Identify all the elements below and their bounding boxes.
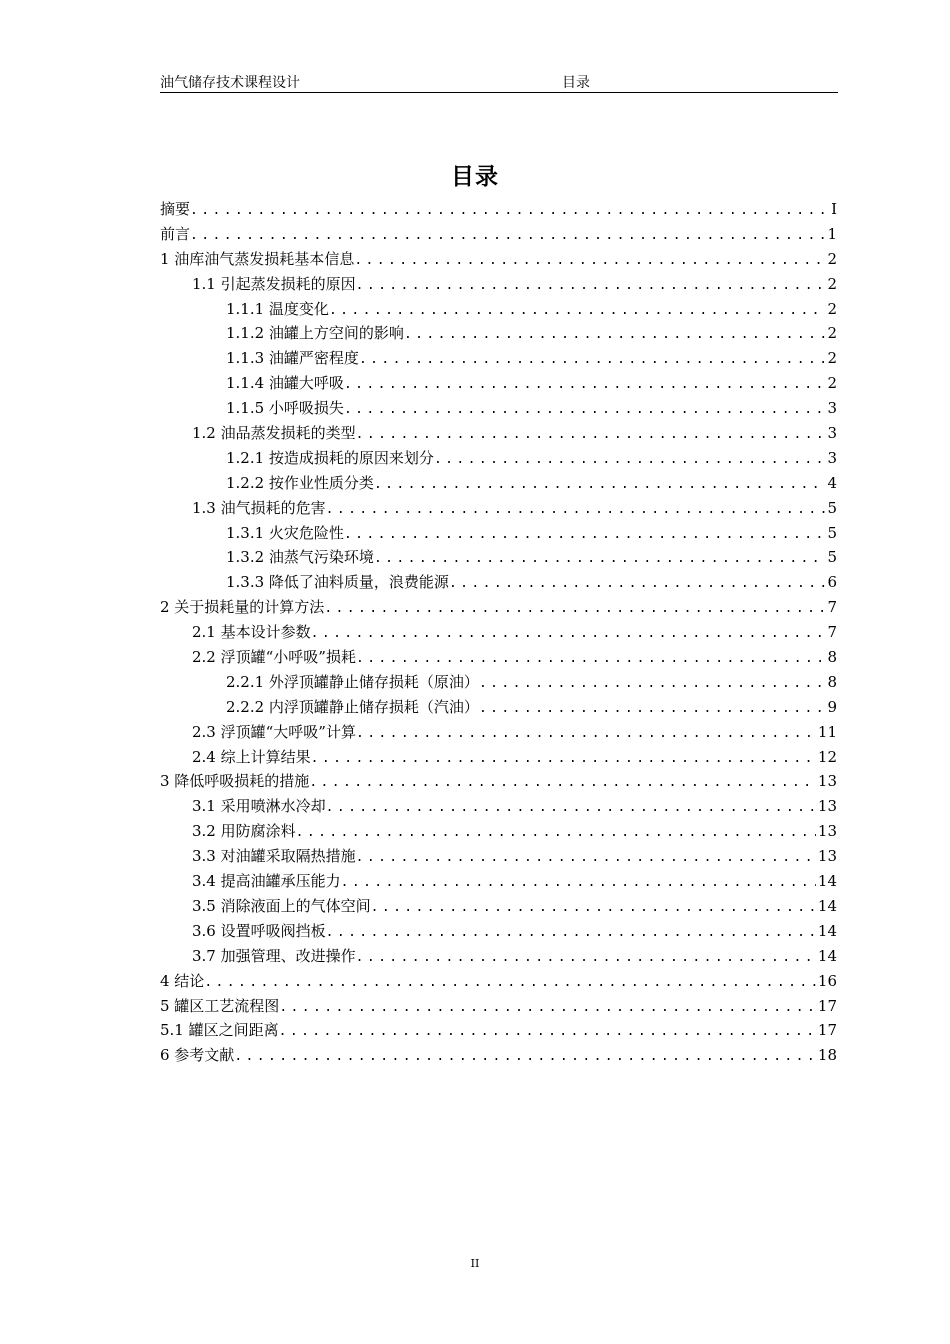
toc-entry-page: 14 [817,872,837,891]
toc-entry-page: 8 [827,648,837,667]
toc-entry-page: 17 [817,1021,837,1040]
toc-entry[interactable] [160,745,837,770]
toc-leader-dots [356,274,826,299]
toc-entry-label: 5.1 罐区之间距离 [160,1021,279,1040]
toc-entry[interactable] [160,620,837,645]
toc-entry-label: 3.4 提高油罐承压能力 [192,872,341,891]
toc-entry-page: 13 [817,797,837,816]
toc-entry-page: 2 [827,374,837,393]
page-header [160,72,838,93]
toc-entry-page: 3 [827,448,837,467]
toc-leader-dots [374,547,826,572]
toc-entry-page: 2 [827,324,837,343]
toc-entry[interactable] [160,496,837,521]
toc-entry-label: 1.3.3 降低了油料质量，浪费能源 [226,573,449,592]
toc-entry-label: 1.2.2 按作业性质分类 [226,473,374,492]
toc-entry[interactable] [160,247,837,272]
toc-leader-dots [374,473,826,498]
toc-entry-page: 2 [827,274,837,293]
toc-leader-dots [279,1020,816,1045]
toc-entry-label: 4 结论 [160,971,205,990]
toc-entry[interactable] [160,969,837,994]
toc-entry-label: 2 关于损耗量的计算方法 [160,598,325,617]
toc-entry-page: 5 [827,498,837,517]
toc-entry-label: 5 罐区工艺流程图 [160,996,280,1015]
toc-entry-page: 2 [827,349,837,368]
toc-entry[interactable] [160,670,837,695]
toc-entry-page: 7 [827,623,837,642]
toc-entry-label: 1.1.3 油罐严密程度 [226,349,359,368]
toc-entry-page: 2 [827,249,837,268]
toc-entry[interactable] [160,371,837,396]
toc-entry-page: 8 [827,672,837,691]
toc-entry-label: 3.1 采用喷淋水冷却 [192,797,326,816]
toc-entry-label: 2.2.2 内浮顶罐静止储存损耗（汽油） [226,697,479,716]
toc-leader-dots [204,971,816,996]
toc-entry-page: 13 [817,847,837,866]
toc-entry[interactable] [160,844,837,869]
toc-entry[interactable] [160,1043,837,1068]
toc-entry[interactable] [160,1018,837,1043]
toc-entry-page: 12 [817,747,837,766]
toc-leader-dots [324,597,825,622]
toc-entry[interactable] [160,570,837,595]
toc-entry-page: 16 [817,971,837,990]
toc-entry-label: 1.3 油气损耗的危害 [192,498,326,517]
toc-entry-page: 11 [817,722,837,741]
toc-entry-page: 13 [817,822,837,841]
toc-entry[interactable] [160,396,837,421]
toc-leader-dots [479,697,826,722]
toc-leader-dots [279,996,816,1021]
header-course-title: 油气储存技术课程设计 [160,75,300,91]
toc-entry-label: 3.6 设置呼吸阀挡板 [192,921,326,940]
page-number: II [470,1257,480,1270]
page-title: 目录 [451,164,499,190]
toc-entry-label: 3 降低呼吸损耗的措施 [160,772,310,791]
toc-leader-dots [234,1045,816,1070]
toc-entry-label: 1.3.2 油蒸气污染环境 [226,548,374,567]
toc-entry-page: 13 [817,772,837,791]
toc-leader-dots [356,647,825,672]
toc-entry-label: 1 油库油气蒸发损耗基本信息 [160,249,355,268]
toc-leader-dots [371,896,816,921]
toc-entry-label: 2.2.1 外浮顶罐静止储存损耗（原油） [226,672,479,691]
toc-entry[interactable] [160,521,837,546]
toc-leader-dots [404,323,826,348]
table-of-contents [160,197,837,1068]
toc-entry-label: 6 参考文献 [160,1046,235,1065]
toc-leader-dots [449,572,826,597]
toc-entry-page: 4 [827,473,837,492]
toc-entry-label: 2.2 浮顶罐“小呼吸”损耗 [192,648,356,667]
toc-leader-dots [356,722,816,747]
toc-entry-page: 14 [817,921,837,940]
toc-leader-dots [326,796,816,821]
toc-entry[interactable] [160,222,837,247]
toc-entry-label: 1.2 油品蒸发损耗的类型 [192,424,356,443]
toc-entry-page: 14 [817,896,837,915]
toc-entry-label: 3.3 对油罐采取隔热措施 [192,847,356,866]
toc-entry-label: 摘要 [160,200,191,218]
toc-entry-page: 7 [827,598,837,617]
toc-leader-dots [329,299,826,324]
toc-leader-dots [190,199,829,224]
toc-leader-dots [356,846,816,871]
toc-leader-dots [326,921,816,946]
toc-entry[interactable] [160,695,837,720]
toc-entry-page: 17 [817,996,837,1015]
toc-leader-dots [311,622,826,647]
toc-entry-page: 18 [817,1046,837,1065]
toc-entry-label: 2.3 浮顶罐“大呼吸”计算 [192,722,356,741]
toc-leader-dots [344,523,826,548]
toc-leader-dots [356,423,826,448]
toc-entry-page: 3 [827,424,837,443]
toc-entry-page: 1 [827,224,837,243]
toc-leader-dots [356,946,816,971]
toc-leader-dots [359,348,826,373]
toc-entry[interactable] [160,869,837,894]
toc-entry-label: 1.1.4 油罐大呼吸 [226,374,344,393]
toc-entry[interactable] [160,321,837,346]
toc-entry-page: 14 [817,946,837,965]
toc-entry[interactable] [160,595,837,620]
toc-entry-label: 3.7 加强管理、改进操作 [192,946,356,965]
toc-entry[interactable] [160,421,837,446]
toc-leader-dots [341,871,816,896]
toc-entry[interactable] [160,720,837,745]
toc-entry[interactable] [160,894,837,919]
toc-entry[interactable] [160,994,837,1019]
toc-entry[interactable] [160,446,837,471]
toc-leader-dots [434,448,826,473]
toc-leader-dots [296,821,816,846]
toc-entry-label: 1.1.2 油罐上方空间的影响 [226,324,404,343]
toc-entry-label: 2.4 综上计算结果 [192,747,311,766]
toc-leader-dots [309,771,816,796]
toc-entry[interactable] [160,545,837,570]
toc-entry-label: 3.2 用防腐涂料 [192,822,296,841]
toc-entry-page: 2 [827,299,837,318]
toc-entry-label: 2.1 基本设计参数 [192,623,311,642]
toc-entry-label: 前言 [160,224,191,243]
toc-entry[interactable] [160,272,837,297]
toc-entry-label: 1.1 引起蒸发损耗的原因 [192,274,356,293]
toc-entry-page: 3 [827,399,837,418]
toc-entry[interactable] [160,919,837,944]
toc-entry-page: 5 [827,523,837,542]
toc-entry[interactable] [160,346,837,371]
toc-entry[interactable] [160,769,837,794]
toc-entry-page: I [831,200,837,218]
toc-entry[interactable] [160,297,837,322]
toc-leader-dots [344,398,826,423]
toc-entry[interactable] [160,794,837,819]
toc-leader-dots [479,672,826,697]
toc-entry[interactable] [160,197,837,222]
toc-entry[interactable] [160,645,837,670]
toc-entry-page: 6 [827,573,837,592]
toc-entry[interactable] [160,471,837,496]
toc-entry-label: 1.3.1 火灾危险性 [226,523,344,542]
toc-entry-page: 9 [827,697,837,716]
toc-entry-label: 1.1.1 温度变化 [226,299,329,318]
toc-entry[interactable] [160,819,837,844]
toc-entry-label: 3.5 消除液面上的气体空间 [192,896,371,915]
toc-entry-label: 1.2.1 按造成损耗的原因来划分 [226,448,434,467]
toc-leader-dots [326,498,826,523]
toc-leader-dots [344,373,826,398]
toc-entry-page: 5 [827,548,837,567]
toc-entry[interactable] [160,944,837,969]
toc-leader-dots [354,249,825,274]
toc-leader-dots [311,747,816,772]
header-section-title: 目录 [562,75,590,91]
toc-leader-dots [190,224,825,249]
toc-entry-label: 1.1.5 小呼吸损失 [226,399,344,418]
